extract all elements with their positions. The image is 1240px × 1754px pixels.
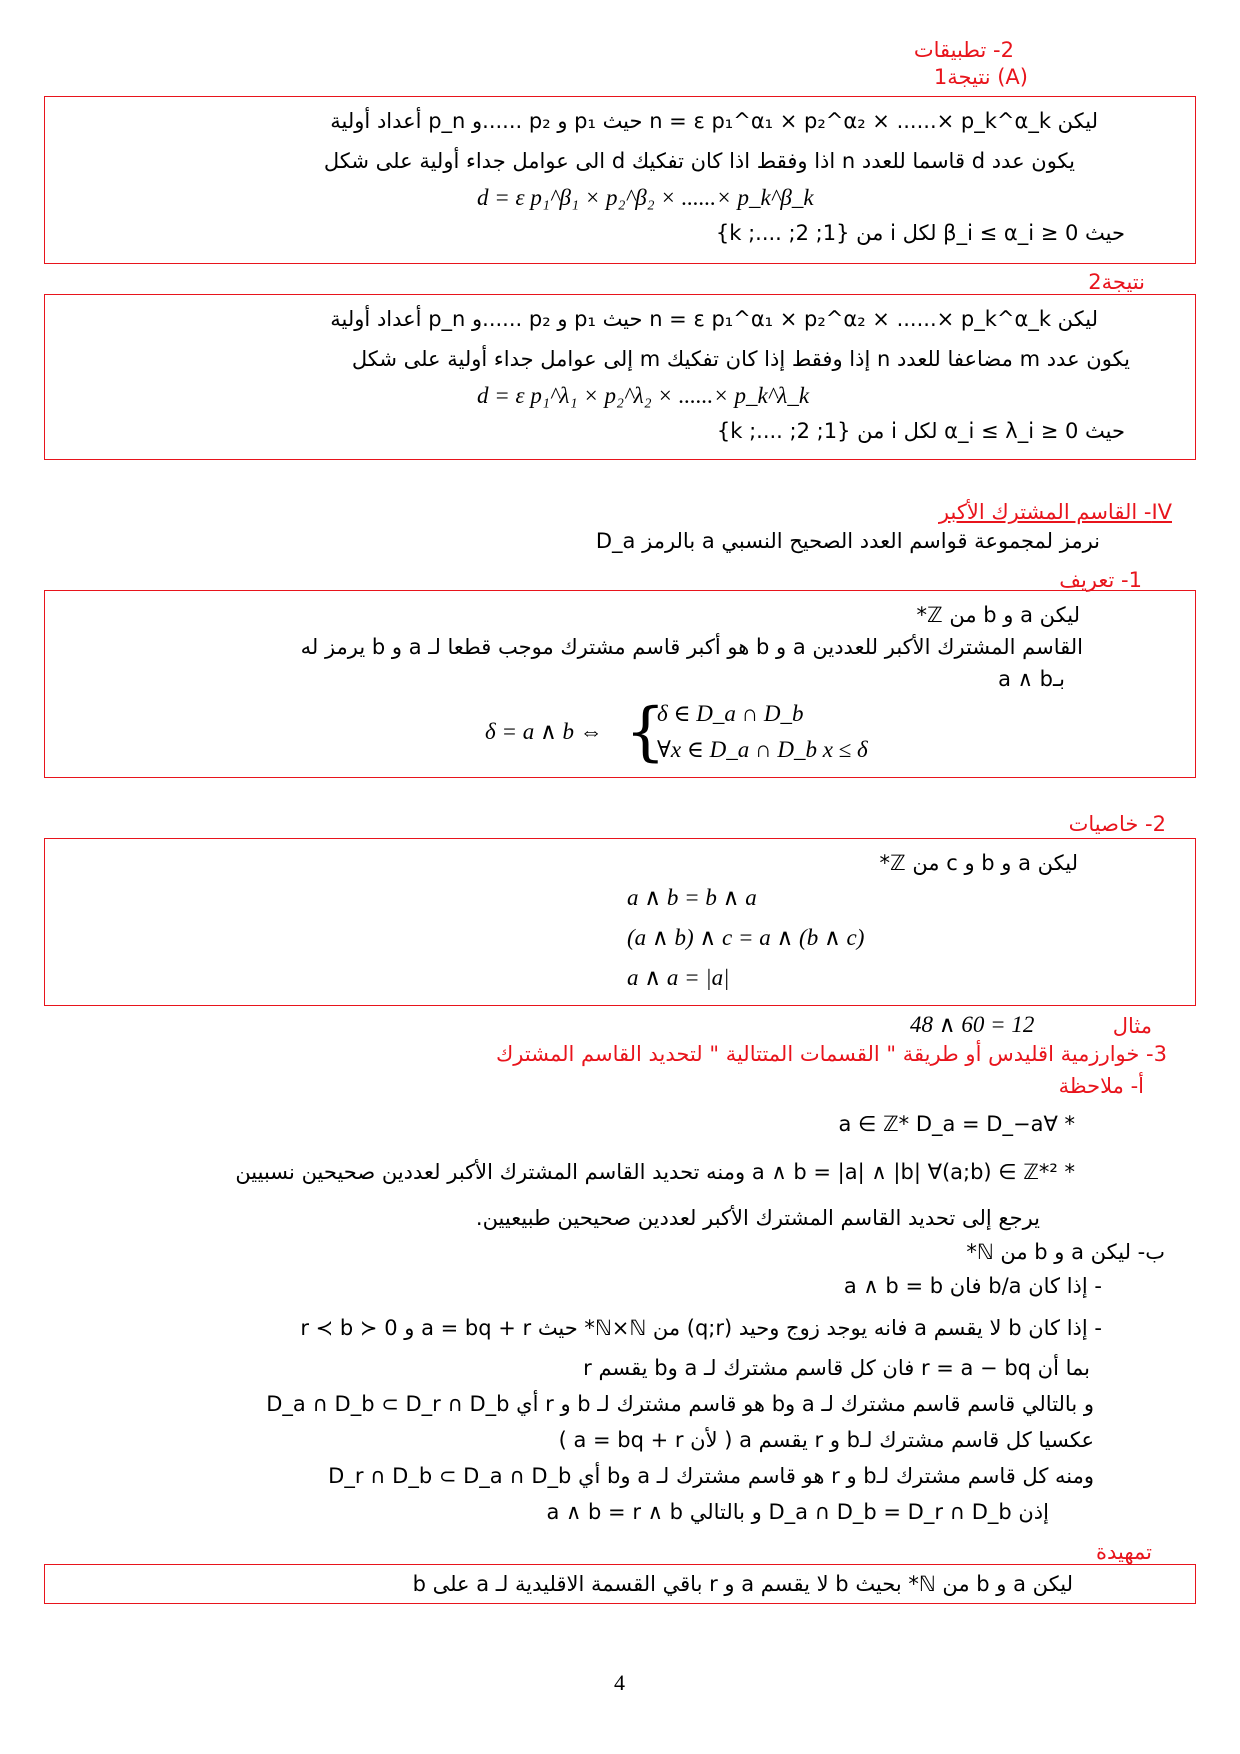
gcd-notation: نرمز لمجموعة قواسم العدد الصحيح النسبي a بالرمز D_a xyxy=(595,529,1100,553)
prop-commutative: a ∧ b = b ∧ a xyxy=(627,885,757,910)
def-line1: ليكن a و b من ℤ* xyxy=(916,603,1080,627)
brace-icon: { xyxy=(625,695,666,769)
lemma-label: تمهيدة xyxy=(1095,1540,1152,1564)
lemma-text: ليكن a و b من ℕ* بحيث b لا يقسم a و r باقي القسمة الاقليدية لـ a على b xyxy=(412,1572,1073,1596)
part-b-line3: بما أن r = a − bq فان كل قاسم مشترك لـ a وb يقسم r xyxy=(583,1356,1090,1380)
example-formula: 48 ∧ 60 = 12 xyxy=(910,1012,1035,1037)
part-b-line2: - إذا كان b لا يقسم a فانه يوجد زوج وحيد (q;r) من ℕ×ℕ* حيث a = bq + r و 0 ≺ r ≺ b xyxy=(300,1316,1102,1340)
result1-line1: ليكن n = ε p₁^α₁ × p₂^α₂ × ......× p_k^α_k حيث p₁ و p₂ ......و p_n أعداد أولية xyxy=(330,109,1098,133)
properties-box xyxy=(44,838,1196,1006)
gcd-section-title: IV- القاسم المشترك الأكبر xyxy=(938,500,1172,524)
result2-formula: d = ε p₁^λ₁ × p₂^λ₂ × ......× p_k^λ_k xyxy=(477,383,810,408)
remark-3: يرجع إلى تحديد القاسم المشترك الأكبر لعددين صحيحين طبيعيين. xyxy=(475,1206,1040,1230)
result1-line4: حيث 0 ≤ β_i ≤ α_i لكل i من {1; 2; ....; k} xyxy=(715,221,1125,245)
result2-line1: ليكن n = ε p₁^α₁ × p₂^α₂ × ......× p_k^α_k حيث p₁ و p₂ ......و p_n أعداد أولية xyxy=(330,307,1098,331)
result2-box xyxy=(44,294,1196,460)
def-line2: القاسم المشترك الأكبر للعددين a و b هو أكبر قاسم مشترك موجب قطعا لـ a و b يرمز له xyxy=(300,635,1083,659)
definition-box xyxy=(44,590,1196,778)
result1-label: (A) نتيجة1 xyxy=(933,65,1028,89)
def-formula-case2: ∀x ∈ D_a ∩ D_b x ≤ δ xyxy=(657,737,868,762)
result1-formula: d = ε p₁^β₁ × p₂^β₂ × ......× p_k^β_k xyxy=(477,185,814,210)
example-label: مثال xyxy=(1112,1014,1152,1038)
result2-line2: يكون عدد m مضاعفا للعدد n إذا وفقط إذا كان تفكيك m إلى عوامل جداء أولية على شكل xyxy=(351,347,1130,371)
prop-idempotent: a ∧ a = |a| xyxy=(627,965,730,990)
euclid-title: 3- خوارزمية اقليدس أو طريقة " القسمات المتتالية " لتحديد القاسم المشترك xyxy=(496,1042,1167,1066)
page-number: 4 xyxy=(614,1670,625,1695)
part-b-title: ب- ليكن a و b من ℕ* xyxy=(966,1240,1165,1264)
def-formula-left: δ = a ∧ b ⇔ xyxy=(485,719,603,744)
def-line3: بـa ∧ b xyxy=(998,667,1065,691)
remark-title: أ- ملاحظة xyxy=(1058,1074,1144,1098)
prop-associative: (a ∧ b) ∧ c = a ∧ (b ∧ c) xyxy=(627,925,865,950)
properties-title: 2- خاصيات xyxy=(1068,812,1166,836)
section-title-applications: 2- تطبيقات xyxy=(913,38,1014,62)
result1-line2: يكون عدد d قاسما للعدد n اذا وفقط اذا كان تفكيك d الى عوامل جداء أولية على شكل xyxy=(323,149,1075,173)
part-b-line7: إذن D_a ∩ D_b = D_r ∩ D_b و بالتالي a ∧ b = r ∧ b xyxy=(546,1500,1049,1524)
lemma-box xyxy=(44,1564,1196,1604)
definition-title: 1- تعريف xyxy=(1059,568,1142,592)
def-formula-case1: δ ∈ D_a ∩ D_b xyxy=(657,701,804,726)
result1-box xyxy=(44,96,1196,264)
part-b-line4: و بالتالي قاسم قاسم مشترك لـ a وb هو قاسم مشترك لـ b و r أي D_a ∩ D_b ⊂ D_r ∩ D_b xyxy=(266,1392,1094,1416)
remark-1: * ∀a ∈ ℤ* D_a = D_−a xyxy=(838,1112,1075,1136)
result2-line4: حيث 0 ≤ α_i ≤ λ_i لكل i من {1; 2; ....; k} xyxy=(716,419,1125,443)
part-b-line5: عكسيا كل قاسم مشترك لـb و r يقسم a ( لأن a = bq + r ) xyxy=(558,1428,1094,1452)
props-line1: ليكن a و b و c من ℤ* xyxy=(879,851,1078,875)
remark-2: * a ∧ b = |a| ∧ |b| ∀(a;b) ∈ ℤ*² ومنه تحديد القاسم المشترك الأكبر لعددين صحيحين نسبيين xyxy=(235,1160,1075,1184)
part-b-line6: ومنه كل قاسم مشترك لـb و r هو قاسم مشترك لـ a وb أي D_r ∩ D_b ⊂ D_a ∩ D_b xyxy=(328,1464,1094,1488)
result2-label: نتيجة2 xyxy=(1088,270,1145,294)
part-b-line1: - إذا كان b/a فان a ∧ b = b xyxy=(843,1274,1102,1298)
